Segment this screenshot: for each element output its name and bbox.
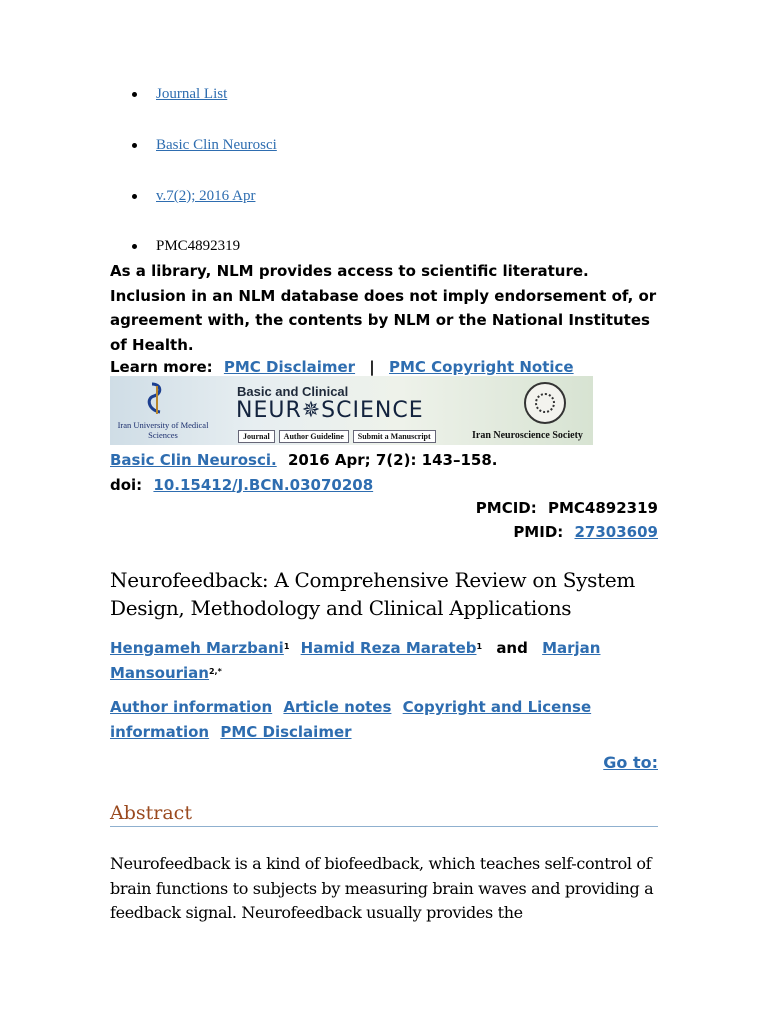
pmid-link[interactable]: 27303609 [574, 523, 658, 541]
author-link[interactable]: Marjan Mansourian [110, 639, 601, 682]
pmc-disclaimer-link-2[interactable]: PMC Disclaimer [220, 722, 352, 741]
doi-link[interactable]: 10.15412/J.BCN.03070208 [153, 475, 374, 494]
journal-link[interactable]: Basic Clin Neurosci. [110, 451, 277, 469]
author-link[interactable]: Hamid Reza Marateb [300, 639, 477, 657]
article-notes-link[interactable]: Article notes [283, 698, 392, 716]
author-affiliation-sup: 2,* [208, 667, 222, 676]
pmc-copyright-link[interactable]: PMC Copyright Notice [389, 358, 574, 376]
author-affiliation-sup: 1 [283, 642, 290, 651]
pmcid-value: PMC4892319 [548, 499, 658, 517]
pmcid-line [476, 496, 658, 520]
banner-society: Iran Neuroscience Society [472, 430, 583, 441]
copyright-license-link[interactable]: Copyright and License information [110, 698, 592, 741]
citation-details: 2016 Apr; 7(2): 143–158. [287, 451, 498, 469]
abstract-text: Neurofeedback is a kind of biofeedback, which teaches self-control of brain functions to subjects by measuring brain waves and providing a feedback signal. Neurofeedback usually provides the [110, 854, 654, 922]
article-title: Neurofeedback: A Comprehensive Review on System Design, Methodology and Clinical Applications [110, 568, 636, 620]
banner-title-main: NEUR✵SCIENCE [236, 398, 424, 423]
doi-label: doi: [110, 475, 143, 494]
pmid-label: PMID: [513, 523, 564, 541]
author-link[interactable]: Hengameh Marzbani [110, 639, 284, 657]
author-list [110, 636, 658, 686]
banner-nav-submit[interactable]: Submit a Manuscript [353, 430, 436, 443]
journal-banner[interactable] [110, 376, 593, 445]
nlm-notice: As a library, NLM provides access to scientific literature. Inclusion in an NLM database does not imply endorsement of, or agreement with, the contents by NLM or the National Institutes of Health. [110, 262, 657, 354]
author-information-link[interactable]: Author information [110, 698, 273, 716]
article-info-links [110, 695, 658, 744]
banner-title-top: Basic and Clinical [237, 384, 349, 399]
learn-more-label: Learn more: [110, 358, 213, 376]
goto-link[interactable]: Go to: [603, 753, 658, 772]
university-logo-icon [146, 382, 168, 416]
author-affiliation-sup: 1 [476, 642, 483, 651]
pmcid-label: PMCID: [475, 499, 537, 517]
citation [110, 448, 658, 497]
separator: | [369, 358, 375, 376]
pmc-disclaimer-link[interactable]: PMC Disclaimer [223, 358, 356, 376]
breadcrumb-journal-list[interactable]: Journal List [156, 86, 228, 102]
banner-nav-author-guideline[interactable]: Author Guideline [279, 430, 349, 443]
breadcrumb-journal[interactable]: Basic Clin Neurosci [156, 137, 277, 153]
breadcrumb-issue[interactable]: v.7(2); 2016 Apr [156, 188, 256, 204]
and-text: and [496, 639, 528, 657]
society-seal-icon [524, 382, 566, 424]
pmid-line [513, 520, 658, 544]
university-name: Iran University of Medical Sciences [117, 420, 209, 440]
abstract-heading: Abstract [110, 801, 658, 827]
breadcrumb-pmcid: PMC4892319 [156, 238, 241, 254]
banner-nav [238, 430, 436, 443]
banner-nav-journal[interactable]: Journal [238, 430, 275, 443]
